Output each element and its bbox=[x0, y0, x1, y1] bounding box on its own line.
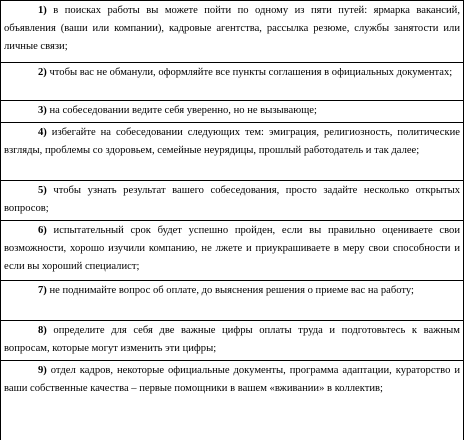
item-number: 3) bbox=[38, 105, 47, 116]
table-row bbox=[1, 361, 463, 440]
table-row bbox=[1, 181, 463, 221]
table-row bbox=[1, 63, 463, 101]
item-number: 7) bbox=[38, 285, 47, 296]
item-number: 1) bbox=[38, 5, 47, 16]
item-number: 2) bbox=[38, 67, 47, 78]
item-text: отдел кадров, некоторые официальные документы, программа адаптации, кураторство и ваши собственные качества – первые помощники в вашем «вживании» в коллектив; bbox=[4, 365, 460, 394]
item-number: 8) bbox=[38, 325, 47, 336]
item-text: избегайте на собеседовании следующих тем: эмиграция, религиозность, политические взгляды, проблемы со здоровьем, семейные неурядицы, прошлый работодатель и так далее; bbox=[4, 127, 460, 156]
item-text: на собеседовании ведите себя уверенно, но не вызывающе; bbox=[46, 105, 317, 116]
item-text: в поисках работы вы можете пойти по одному из пяти путей: ярмарка вакансий, объявления (ваши или компании), кадровые агентства, рассылка резюме, службы занятости или личные связи; bbox=[4, 5, 460, 52]
table-row bbox=[1, 123, 463, 181]
item-number: 5) bbox=[38, 185, 47, 196]
item-number: 9) bbox=[38, 365, 47, 376]
table-row bbox=[1, 321, 463, 361]
item-text: определите для себя две важные цифры оплаты труда и подготовьтесь к важным вопросам, которые могут изменить эти цифры; bbox=[4, 325, 460, 354]
table-row bbox=[1, 281, 463, 321]
table-row bbox=[1, 221, 463, 281]
item-text: не поднимайте вопрос об оплате, до выяснения решения о приеме вас на работу; bbox=[46, 285, 415, 296]
table-row bbox=[1, 101, 463, 123]
item-text: испытательный срок будет успешно пройден, если вы правильно оцениваете свои возможности, хорошо изучили компанию, не лжете и приукрашиваете в меру свои способности и если вы хороший специалист; bbox=[4, 225, 460, 272]
item-number: 6) bbox=[38, 225, 47, 236]
item-text: чтобы узнать результат вашего собеседования, просто задайте несколько открытых вопросов; bbox=[4, 185, 460, 214]
item-text: чтобы вас не обманули, оформляйте все пункты соглашения в официальных документах; bbox=[46, 67, 453, 78]
table-row bbox=[1, 1, 463, 63]
item-number: 4) bbox=[38, 127, 47, 138]
